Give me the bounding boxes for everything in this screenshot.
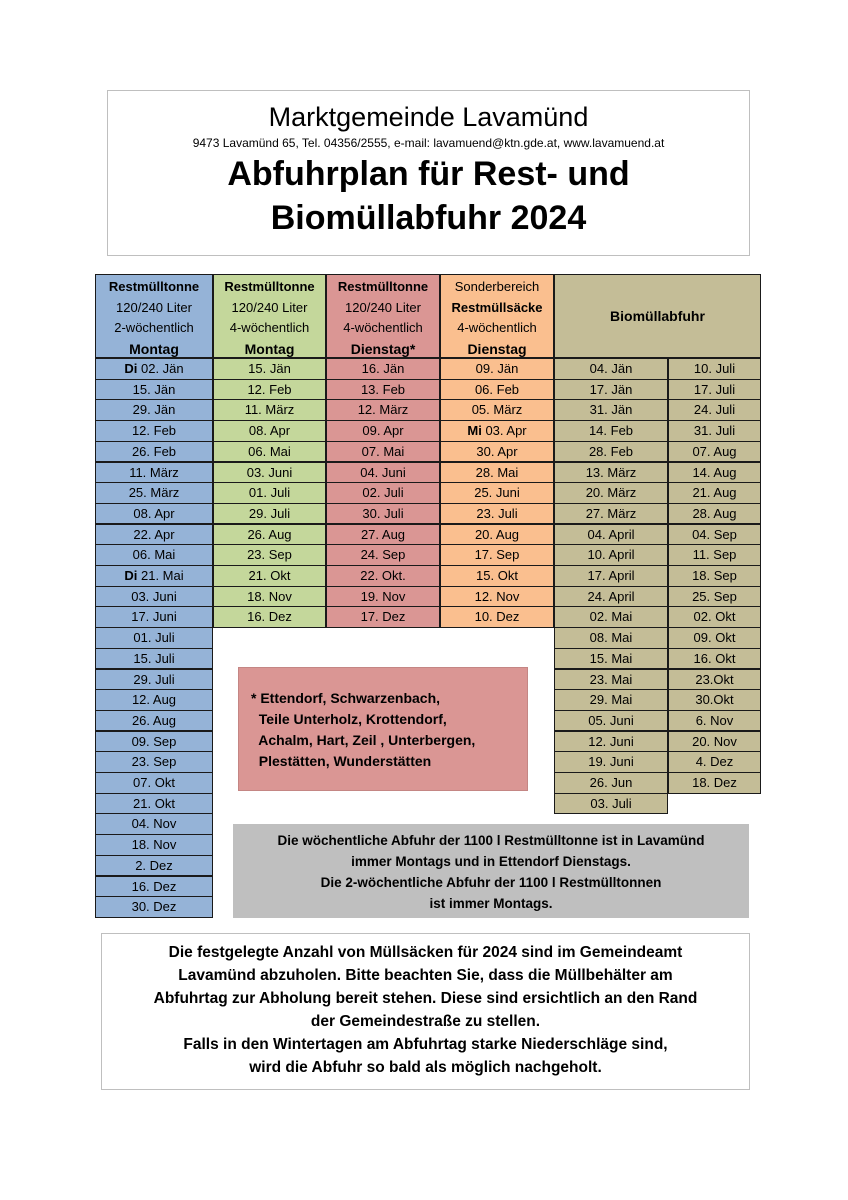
date-value: 12. Feb: [131, 423, 177, 439]
bio-date-cell: 10. Juli: [668, 358, 761, 380]
note-line: immer Montags und in Ettendorf Dienstags.: [351, 854, 631, 869]
date-value: 12. Feb: [247, 381, 292, 397]
date-value: 16. Dez: [131, 878, 177, 894]
date-cell: [95, 876, 213, 898]
date-value: 15. Okt: [476, 568, 518, 583]
date-cell: [440, 462, 554, 484]
date-cell: [440, 524, 554, 546]
date-cell: [95, 482, 213, 504]
date-value: 16. Jän: [361, 361, 405, 376]
date-cell: [440, 441, 554, 463]
bio-date-cell: 07. Aug: [668, 441, 761, 463]
c3-header: [326, 274, 440, 358]
date-cell: [440, 565, 554, 587]
date-value: 09. Apr: [362, 423, 404, 439]
date-value: 02. Jän: [140, 361, 184, 376]
date-cell: [95, 669, 213, 691]
date-cell: [95, 731, 213, 753]
date-cell: [326, 399, 440, 421]
c3-header-h4: Dienstag*: [350, 340, 416, 357]
date-cell: [95, 751, 213, 773]
footer-line: Abfuhrtag zur Abholung bereit stehen. Diese sind ersichtlich an den Rand: [153, 990, 698, 1007]
bio-date-cell: 04. Jän: [554, 358, 668, 380]
bio-date-cell: 21. Aug: [668, 482, 761, 504]
municipality-title: Marktgemeinde Lavamünd: [268, 102, 589, 132]
bio-date-cell: 20. Nov: [668, 731, 761, 753]
date-cell: [440, 420, 554, 442]
bio-date-cell: 02. Mai: [554, 606, 668, 628]
note-line: Die wöchentliche Abfuhr der 1100 l Restmülltonne ist in Lavamünd: [277, 833, 705, 848]
bio-date-cell: 29. Mai: [554, 689, 668, 711]
note-line: Die 2-wöchentliche Abfuhr der 1100 l Restmülltonnen: [320, 875, 662, 890]
date-cell: [213, 482, 326, 504]
bio-date-cell: 24. April: [554, 586, 668, 608]
c2-header-h1: Restmülltonne: [224, 279, 315, 294]
bio-date-cell: 17. Juli: [668, 379, 761, 401]
c3-header-h1: Restmülltonne: [337, 279, 429, 294]
date-value: 19. Nov: [360, 588, 406, 604]
date-value: 17. Dez: [360, 609, 406, 625]
date-cell: [213, 565, 326, 587]
c4-header-h3: 4-wöchentlich: [457, 320, 537, 335]
bio-date-cell: 19. Juni: [554, 751, 668, 773]
date-value: 30. Dez: [131, 899, 177, 915]
date-value: 03. Juni: [131, 588, 177, 604]
date-cell: [213, 358, 326, 380]
bio-date-cell: 31. Jän: [554, 399, 668, 421]
date-cell: [95, 524, 213, 546]
c4-header-h4: Dienstag: [467, 340, 527, 357]
date-cell: [326, 544, 440, 566]
date-cell: [95, 565, 213, 587]
c3-header-h2: 120/240 Liter: [345, 299, 421, 315]
date-cell: [95, 813, 213, 835]
date-value: 25. Juni: [474, 485, 520, 501]
note-line: Plestätten, Wunderstätten: [251, 753, 432, 769]
c1-header-h4: Montag: [129, 340, 179, 357]
weekday-prefix: Di: [124, 568, 138, 583]
date-value: 26. Aug: [131, 712, 177, 728]
date-cell: [326, 358, 440, 380]
date-cell: [95, 855, 213, 877]
bio-date-cell: 08. Mai: [554, 627, 668, 649]
date-cell: [95, 834, 213, 856]
date-value: 03. Apr: [485, 423, 527, 439]
date-value: 06. Feb: [474, 381, 520, 397]
c1-header: [95, 274, 213, 358]
bio-date-cell: 14. Feb: [554, 420, 668, 442]
date-value: 16. Dez: [247, 609, 292, 625]
plan-title-line2: Biomüllabfuhr 2024: [270, 199, 587, 237]
date-value: 03. Juni: [246, 464, 293, 480]
bio-date-cell: 14. Aug: [668, 462, 761, 484]
date-cell: [95, 503, 213, 525]
dienstag-areas-note: [238, 667, 528, 791]
date-cell: [440, 399, 554, 421]
date-cell: [326, 420, 440, 442]
date-value: 23. Juli: [476, 505, 518, 521]
footer-line: der Gemeindestraße zu stellen.: [310, 1013, 541, 1030]
date-value: 17. Juni: [131, 609, 177, 625]
bio-date-cell: 15. Mai: [554, 648, 668, 670]
header-box: [107, 90, 750, 256]
date-value: 01. Juli: [133, 630, 175, 646]
date-cell: [440, 544, 554, 566]
date-value: 21. Okt: [248, 568, 291, 583]
date-cell: [440, 586, 554, 608]
date-value: 09. Sep: [131, 733, 177, 749]
date-cell: [95, 379, 213, 401]
bio-date-cell: 17. April: [554, 565, 668, 587]
contact-address: 9473 Lavamünd 65, Tel. 04356/2555, e-mail: lavamuend@ktn.gde.at, www.lavamuend.at: [192, 136, 665, 150]
date-cell: [213, 606, 326, 628]
date-value: 01. Juli: [248, 485, 291, 501]
date-value: 05. März: [471, 402, 523, 418]
date-value: 23. Sep: [247, 547, 292, 563]
date-value: 13. Feb: [360, 381, 406, 397]
footer-info-box: [101, 933, 750, 1090]
date-value: 08. Apr: [133, 505, 175, 521]
date-value: 10. Dez: [474, 609, 520, 625]
date-value: 02. Juli: [362, 485, 404, 501]
c2-header-h3: 4-wöchentlich: [229, 320, 310, 335]
date-value: 24. Sep: [360, 547, 406, 563]
bio-date-cell: 27. März: [554, 503, 668, 525]
c1-header-h2: 120/240 Liter: [116, 299, 192, 315]
c3-header-h3: 4-wöchentlich: [343, 320, 423, 335]
bio-date-cell: 05. Juni: [554, 710, 668, 732]
date-value: 04. Nov: [131, 816, 177, 832]
date-cell: [95, 606, 213, 628]
bio-date-cell: 20. März: [554, 482, 668, 504]
date-value: 2. Dez: [135, 857, 173, 873]
bio-date-cell: 23.Okt: [668, 669, 761, 691]
bio-date-cell: 12. Juni: [554, 731, 668, 753]
date-value: 26. Aug: [247, 526, 292, 542]
date-value: 29. Juli: [133, 671, 175, 687]
date-value: 04. Juni: [360, 464, 406, 480]
bio-date-cell: 25. Sep: [668, 586, 761, 608]
plan-title-line1: Abfuhrplan für Rest- und: [227, 155, 630, 193]
bio-date-cell: 04. April: [554, 524, 668, 546]
date-cell: [326, 482, 440, 504]
date-cell: [213, 524, 326, 546]
date-cell: [326, 441, 440, 463]
date-cell: [95, 793, 213, 815]
date-value: 15. Jän: [248, 361, 291, 376]
date-cell: [326, 503, 440, 525]
bio-date-cell: 24. Juli: [668, 399, 761, 421]
bio-date-cell: 03. Juli: [554, 793, 668, 815]
bio-date-cell: 18. Dez: [668, 772, 761, 794]
note-line: Achalm, Hart, Zeil , Unterbergen,: [251, 732, 476, 748]
date-value: 07. Okt: [133, 775, 175, 790]
date-cell: [440, 358, 554, 380]
date-value: 28. Mai: [475, 464, 519, 480]
date-cell: [213, 420, 326, 442]
c1-header-h1: Restmülltonne: [108, 279, 200, 294]
date-value: 26. Feb: [131, 443, 177, 459]
bio-date-cell: 04. Sep: [668, 524, 761, 546]
bio-date-cell: 02. Okt: [668, 606, 761, 628]
date-cell: [95, 689, 213, 711]
c2-header-h4: Montag: [244, 340, 295, 357]
footer-line: Die festgelegte Anzahl von Müllsäcken für 2024 sind im Gemeindeamt: [168, 944, 683, 961]
date-cell: [440, 379, 554, 401]
date-value: 30. Apr: [476, 443, 518, 459]
bio-date-cell: 4. Dez: [668, 751, 761, 773]
bio-date-cell: 30.Okt: [668, 689, 761, 711]
date-cell: [95, 772, 213, 794]
weekday-prefix: Di: [124, 361, 138, 376]
c4-header-h2: Restmüllsäcke: [451, 299, 543, 315]
date-cell: [326, 586, 440, 608]
bio-date-cell: 26. Jun: [554, 772, 668, 794]
date-cell: [95, 441, 213, 463]
bio-date-cell: 09. Okt: [668, 627, 761, 649]
note-line: Teile Unterholz, Krottendorf,: [251, 711, 447, 727]
date-cell: [326, 379, 440, 401]
date-cell: [95, 420, 213, 442]
date-value: 12. Nov: [474, 588, 520, 604]
note-line: * Ettendorf, Schwarzenbach,: [251, 690, 441, 706]
bio-date-cell: 11. Sep: [668, 544, 761, 566]
date-value: 29. Jän: [132, 402, 176, 418]
date-cell: [95, 462, 213, 484]
date-value: 29. Juli: [248, 505, 291, 521]
weekly-collection-note: [233, 824, 749, 918]
date-cell: [95, 896, 213, 918]
footer-line: Lavamünd abzuholen. Bitte beachten Sie, dass die Müllbehälter am: [178, 967, 673, 984]
bio-date-cell: 28. Feb: [554, 441, 668, 463]
bio-header: Biomüllabfuhr: [554, 274, 761, 358]
date-cell: [326, 524, 440, 546]
date-value: 20. Aug: [474, 526, 520, 542]
date-value: 15. Juli: [133, 650, 175, 666]
date-cell: [326, 462, 440, 484]
date-value: 11. März: [129, 464, 179, 480]
date-cell: [213, 462, 326, 484]
date-cell: [213, 586, 326, 608]
date-cell: [213, 503, 326, 525]
c4-header-h1: Sonderbereich: [454, 279, 540, 294]
date-cell: [95, 544, 213, 566]
bio-date-cell: 28. Aug: [668, 503, 761, 525]
date-value: 27. Aug: [360, 526, 406, 542]
date-value: 23. Sep: [131, 754, 177, 770]
date-value: 07. Mai: [361, 443, 405, 459]
date-cell: [213, 379, 326, 401]
date-value: 09. Jän: [475, 361, 519, 376]
date-value: 22. Okt.: [360, 568, 406, 583]
c4-header: [440, 274, 554, 358]
date-value: 06. Mai: [248, 443, 291, 459]
date-value: 25. März: [128, 485, 180, 501]
bio-date-cell: 10. April: [554, 544, 668, 566]
bio-date-cell: 23. Mai: [554, 669, 668, 691]
date-cell: [213, 441, 326, 463]
date-cell: [326, 606, 440, 628]
date-cell: [95, 627, 213, 649]
date-cell: [440, 482, 554, 504]
date-cell: [213, 544, 326, 566]
date-cell: [95, 710, 213, 732]
weekday-prefix: Mi: [467, 423, 482, 439]
bio-date-cell: 31. Juli: [668, 420, 761, 442]
bio-date-cell: 17. Jän: [554, 379, 668, 401]
date-value: 15. Jän: [132, 381, 176, 397]
date-cell: [440, 503, 554, 525]
date-value: 11. März: [244, 402, 295, 418]
date-value: 21. Mai: [140, 568, 184, 583]
date-cell: [326, 565, 440, 587]
c2-header-h2: 120/240 Liter: [231, 299, 308, 315]
bio-date-cell: 16. Okt: [668, 648, 761, 670]
date-value: 18. Nov: [131, 837, 177, 853]
date-cell: [95, 358, 213, 380]
date-value: 21. Okt: [133, 795, 175, 811]
date-cell: [95, 648, 213, 670]
date-value: 22. Apr: [133, 526, 175, 542]
date-cell: [95, 586, 213, 608]
date-value: 17. Sep: [474, 547, 520, 563]
note-line: ist immer Montags.: [429, 896, 553, 911]
date-cell: [440, 606, 554, 628]
date-cell: [95, 399, 213, 421]
date-value: 06. Mai: [132, 547, 176, 563]
date-value: 18. Nov: [247, 588, 292, 604]
bio-date-cell: 18. Sep: [668, 565, 761, 587]
date-value: 30. Juli: [362, 505, 404, 521]
date-value: 12. März: [357, 402, 409, 418]
bio-date-cell: 6. Nov: [668, 710, 761, 732]
footer-line: Falls in den Wintertagen am Abfuhrtag starke Niederschläge sind,: [183, 1036, 668, 1053]
date-value: 08. Apr: [248, 423, 291, 439]
footer-line: wird die Abfuhr so bald als möglich nachgeholt.: [249, 1059, 602, 1076]
c2-header: [213, 274, 326, 358]
date-cell: [213, 399, 326, 421]
c1-header-h3: 2-wöchentlich: [114, 320, 194, 335]
date-value: 12. Aug: [131, 692, 177, 708]
bio-date-cell: 13. März: [554, 462, 668, 484]
